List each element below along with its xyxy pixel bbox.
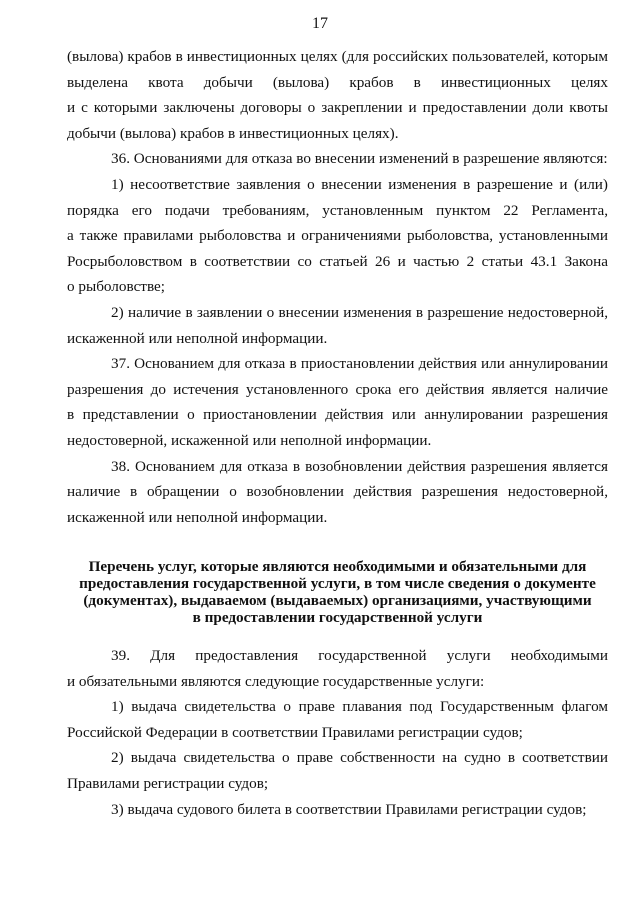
text-line: 1) выдача свидетельства о праве плавания под Государственным флагом bbox=[111, 698, 608, 716]
text-line: искаженной или неполной информации. bbox=[67, 329, 328, 347]
heading-line: Перечень услуг, которые являются необходимыми и обязательными для bbox=[88, 558, 587, 575]
section-heading bbox=[67, 558, 608, 626]
body-text-block-1 bbox=[67, 44, 608, 530]
text-line: в представлении о приостановлении действия или аннулировании разрешения bbox=[67, 406, 608, 424]
text-line: порядка его подачи требованиям, установленным пунктом 22 Регламента, bbox=[67, 201, 608, 219]
text-line: о рыболовстве; bbox=[67, 278, 165, 296]
text-line: 3) выдача судового билета в соответствии Правилами регистрации судов; bbox=[111, 800, 587, 818]
text-line: и с которыми заключены договоры о закреплении и предоставлении доли квоты bbox=[67, 99, 608, 117]
paragraph-39-item-2 bbox=[67, 745, 608, 796]
text-line: 1) несоответствие заявления о внесении изменения в разрешение и (или) bbox=[111, 175, 608, 193]
paragraph-39 bbox=[67, 643, 608, 694]
text-line: 2) выдача свидетельства о праве собственности на судно в соответствии bbox=[111, 749, 608, 767]
text-line: добычи (вылова) крабов в инвестиционных целях). bbox=[67, 124, 399, 142]
text-line: 2) наличие в заявлении о внесении изменения в разрешение недостоверной, bbox=[111, 303, 608, 321]
paragraph-37 bbox=[67, 351, 608, 453]
text-line: 37. Основанием для отказа в приостановлении действия или аннулировании bbox=[111, 355, 608, 373]
paragraph-38 bbox=[67, 454, 608, 531]
paragraph-39-item-3 bbox=[67, 797, 608, 823]
page-number: 17 bbox=[312, 15, 328, 32]
heading-line: (документах), выдаваемом (выдаваемых) организациями, участвующими bbox=[83, 592, 592, 609]
paragraph-36-item-1 bbox=[67, 172, 608, 300]
text-line: 38. Основанием для отказа в возобновлении действия разрешения является bbox=[111, 457, 608, 475]
paragraph-39-item-1 bbox=[67, 694, 608, 745]
heading-line: предоставления государственной услуги, в том числе сведения о документе bbox=[79, 575, 596, 592]
text-line: Росрыболовством в соответствии со статьей 26 и частью 2 статьи 43.1 Закона bbox=[67, 252, 608, 270]
paragraph-36 bbox=[67, 146, 608, 172]
text-line: разрешения до истечения установленного срока его действия является наличие bbox=[67, 380, 608, 398]
text-line: Российской Федерации в соответствии Правилами регистрации судов; bbox=[67, 723, 523, 741]
text-line: (вылова) крабов в инвестиционных целях (для российских пользователей, которым bbox=[67, 48, 608, 65]
text-line: недостоверной, искаженной или неполной информации. bbox=[67, 431, 432, 449]
text-line: а также правилами рыболовства и ограничениями рыболовства, установленными bbox=[67, 227, 608, 245]
text-line: и обязательными являются следующие государственные услуги: bbox=[67, 672, 485, 690]
text-line: выделена квота добычи (вылова) крабов в инвестиционных целях bbox=[67, 73, 608, 91]
text-line: Правилами регистрации судов; bbox=[67, 774, 269, 792]
text-line: наличие в обращении о возобновлении действия разрешения недостоверной, bbox=[67, 483, 608, 501]
text-line: 36. Основаниями для отказа во внесении изменений в разрешение являются: bbox=[111, 150, 608, 168]
heading-line: в предоставлении государственной услуги bbox=[192, 609, 483, 626]
text-line: искаженной или неполной информации. bbox=[67, 508, 328, 526]
paragraph-36-item-2 bbox=[67, 300, 608, 351]
body-text-block-2 bbox=[67, 643, 608, 822]
text-line: 39. Для предоставления государственной услуги необходимыми bbox=[111, 647, 608, 664]
paragraph-continuation bbox=[67, 44, 608, 146]
